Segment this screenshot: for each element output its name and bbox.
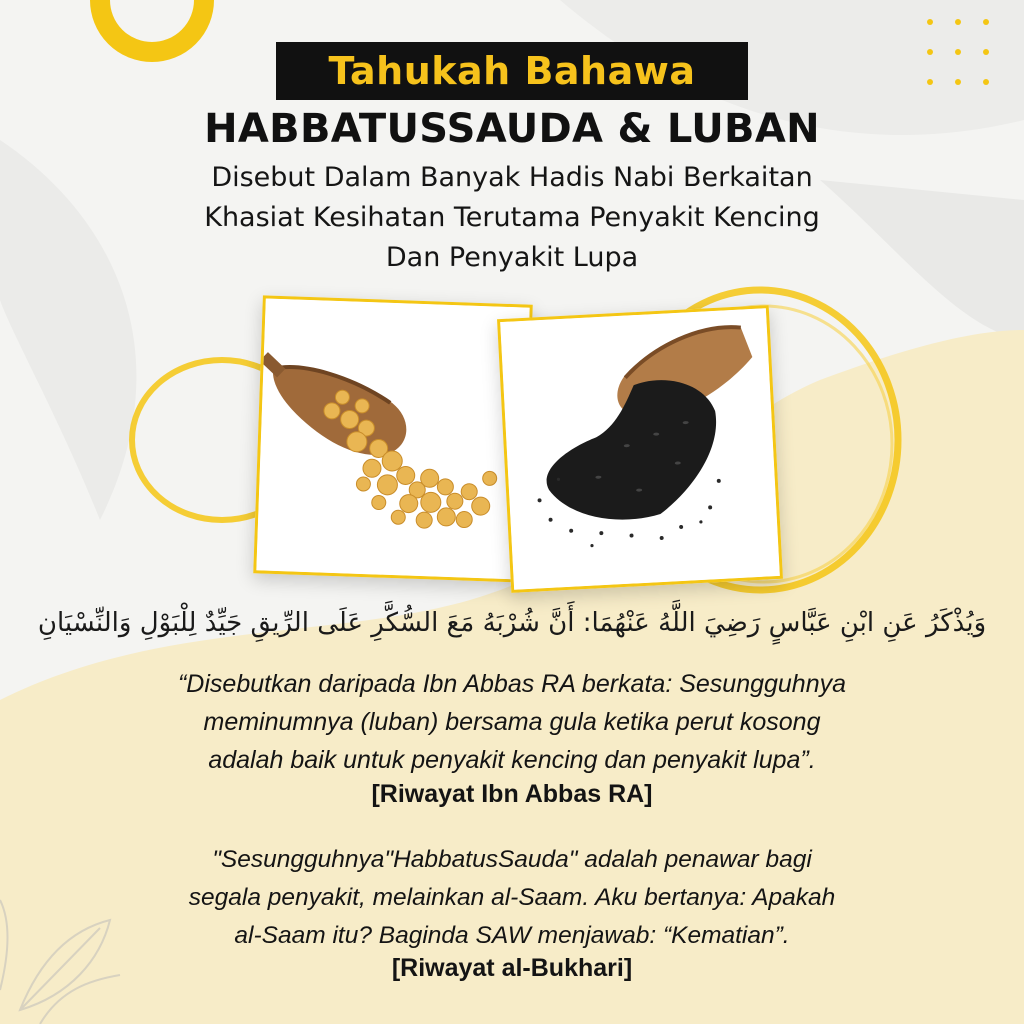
- arabic-hadith: وَيُذْكَرُ عَنِ ابْنِ عَبَّاسٍ رَضِيَ اللَّهُ عَنْهُمَا: أَنَّ شُرْبَهُ مَعَ السُّكَّرِ عَلَى الرِّيقِ جَيِّدٌ لِلْبَوْلِ وَالنِّسْيَانِ: [37, 608, 987, 638]
- quote-line: meminumnya (luban) bersama gula ketika perut kosong: [203, 708, 821, 736]
- title-badge: [276, 42, 748, 100]
- black-seed-image: [500, 308, 780, 590]
- headline: HABBATUSSAUDA & LUBAN: [204, 106, 820, 152]
- quote-line: adalah baik untuk penyakit kencing dan penyakit lupa”.: [208, 746, 816, 774]
- subheading-line: Disebut Dalam Banyak Hadis Nabi Berkaitan: [211, 162, 813, 193]
- luban-image: [256, 298, 529, 579]
- quote-line: "Sesungguhnya"HabbatusSauda" adalah penawar bagi: [212, 846, 812, 873]
- source-citation: [Riwayat al-Bukhari]: [391, 954, 633, 982]
- quote-line: “Disebutkan daripada Ibn Abbas RA berkata: Sesungguhnya: [177, 670, 847, 698]
- quote-line: segala penyakit, melainkan al-Saam. Aku bertanya: Apakah: [188, 884, 836, 911]
- title-badge-text: Tahukah Bahawa: [328, 49, 696, 93]
- yellow-ring: [100, 0, 204, 52]
- quote-line: al-Saam itu? Baginda SAW menjawab: “Kematian”.: [234, 922, 790, 949]
- subheading-line: Dan Penyakit Lupa: [385, 242, 639, 273]
- subheading-line: Khasiat Kesihatan Terutama Penyakit Kencing: [204, 202, 820, 233]
- leaf-shadow: [0, 140, 136, 520]
- luban-photo: [253, 295, 533, 582]
- source-citation: [Riwayat Ibn Abbas RA]: [371, 780, 653, 808]
- habbatussauda-photo: [497, 305, 783, 593]
